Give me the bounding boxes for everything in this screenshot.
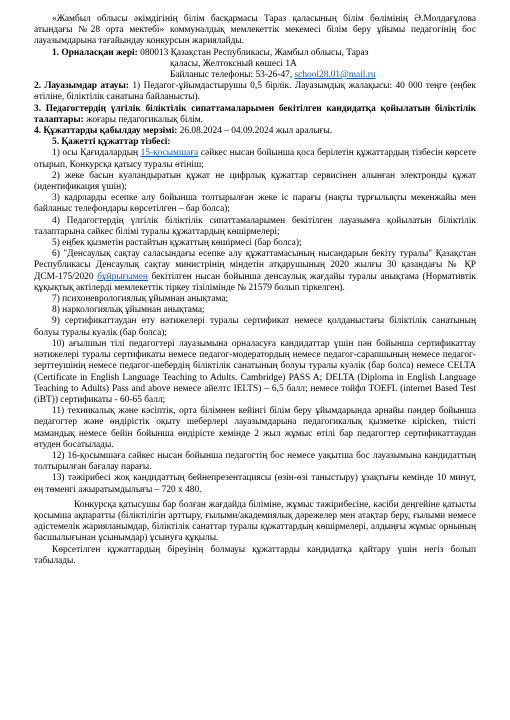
doc-item-1-post: сәйкес нысан бойынша қоса берілетін құжаттардың тізбесін көрсете отырып, Конкурсқа қатысу туралы өтініш; (34, 148, 476, 170)
section-requirements (34, 104, 476, 126)
email-link[interactable]: school28.01@mail.ru (294, 70, 376, 81)
doc-item-2: 2) жеке басын куәландыратын құжат не цифрлық құжаттар сервисінен алынған электронды құжат (идентификация үшін); (34, 170, 476, 193)
doc-item-6 (34, 249, 476, 294)
positions-value: 1) Педагог-ұйымдастырушы 0,5 бірлік. Лауазымдық жалақысы: 40 000 теңге (еңбек өтіліне, біліктілік санатына байланысты). (34, 81, 476, 103)
doc-item-9: 9) сертификаттаудан өту нәтижелері туралы сертификат немесе қолданыстағы біліктілік санатының болуы туралы куәлік (бар болса); (34, 316, 476, 338)
doc-item-4: 4) Педагогтердің үлгілік біліктілік сипаттамаларымен бекітілген лауазымға қойылатын біліктілік талаптарына сәйкес білімі туралы құжаттардың көшірмелері; (34, 215, 476, 237)
section-deadline (34, 126, 476, 137)
closing-paragraph-1: Конкурсқа қатысушы бар болған жағдайда біліміне, жұмыс тәжірибесіне, кәсіби деңгейіне қатысты қосымша ақпаратты (біліктілігін арттыру, ғылыми/академиялық дәрежелер мен атақтар беру, ғылыми немесе әдістемелік жарияланымдар, біліктілік санаттар туралы құжаттардың көшірмелері, алдыңғы жұмыс орнының басшылығынан ұсынымдар) ұсынуға құқылы. (34, 499, 476, 544)
requirements-value: жоғары педагогикалық білім. (83, 114, 204, 125)
deadline-label: 4. Құжаттарды қабылдау мерзімі: (34, 126, 178, 137)
positions-label: 2. Лауазымдар атауы: (34, 81, 129, 92)
deadline-value: 26.08.2024 – 04.09.2024 жыл аралығы. (177, 126, 333, 137)
doc-item-1-pre: 1) осы Қағидалардың (52, 148, 141, 159)
section-location (34, 48, 476, 59)
doc-item-6-pre: 6) "Денсаулық сақтау саласындағы есепке алу құжаттамасының нысандарын бекіту туралы" Қазақстан Республикасы Денсаулық сақтау министрінің міндетін атқарушының 2020 жылғы 30 қазандағы № ҚР ДСМ-175/2020 (34, 249, 476, 282)
doc-item-5: 5) еңбек қызметін растайтын құжаттың көшірмесі (бар болса); (52, 238, 302, 249)
documents-label: 5. Қажетті құжаттар тізбесі: (52, 137, 171, 148)
location-label: 1. Орналасқан жері: (52, 47, 138, 58)
section-documents-heading (34, 137, 476, 148)
appendix-15-link[interactable]: 15-қосымшаға (140, 148, 199, 159)
doc-item-8: 8) наркологиялық ұйымнан анықтама; (52, 305, 205, 316)
location-street: қаласы, Желтоксный көшесі 1А (170, 58, 297, 69)
location-value: 080013 Қазақстан Республикасы, Жамбыл облысы, Тараз (137, 47, 369, 58)
phone-text: Байланыс телефоны: 53-26-47, (170, 70, 295, 81)
doc-item-10: 10) ағылшын тілі педагогтері лауазымына орналасуға кандидаттар үшін пән бойынша сертификаттау нәтижелері туралы сертификаты немесе педагог-модератордың немесе педагог-сарапшының немесе педагог-зерттеушінің немесе педагог-шебердің біліктілік санатының болуы туралы куәлік (бар болса) немесе CELTA (Certificate in English Language Teaching to Adults. Cambridge) PASS A; DELTA (Diploma in English Language Teaching to Adults) Pass and above немесе айелтс IELTS) – 6,5 балл; немесе тойфл TOEFL (internet Based Test (iBT)) сертификаты - 60-65 балл; (34, 338, 476, 405)
doc-item-12: 12) 16-қосымшаға сәйкес нысан бойынша педагогтің бос немесе уақытша бос лауазымына кандидаттың толтырылған бағалау парағы. (34, 450, 476, 473)
requirements-label: 3. Педагогтердің үлгілік біліктілік сипаттамаларымен бекітілген кандидатқа қойылатын біліктілік талаптары: (34, 103, 476, 125)
contact-line (34, 70, 476, 81)
doc-item-3: 3) кадрларды есепке алу бойынша толтырылған жеке іс парағы (нақты тұрғылықты мекенжайы мен байланыс телефондары көрсетілген – бар болса); (34, 193, 476, 215)
doc-item-11: 11) техникалық және кәсіптік, орта білімнен кейінгі білім беру ұйымдарында арнайы пәндер бойынша педагогтер және өндірістік оқыту шеберлері лауазымдарына педагогикалық қызметке кірісken, тиісті мамандық немесе бейін бойынша өндірісте кемінде 2 жыл жұмыс өтілі бар педагогтер сертификаттаудан өтуден босатылады. (34, 406, 476, 450)
doc-item-13: 13) тәжірибесі жоқ кандидаттың бейнепрезентациясы (өзін-өзі таныстыру) ұзақтығы кемінде 10 минут, ең төменгі ажыратымдылығы – 720 x 480. (34, 473, 476, 495)
closing-paragraph-2: Көрсетілген құжаттардың біреуінің болмауы құжаттарды кандидатқа қайтару үшін негіз болып табылады. (34, 544, 476, 566)
doc-item-7: 7) психоневрологиялық ұйымнан анықтама; (52, 294, 229, 305)
section-positions (34, 81, 476, 103)
doc-item-6-post: бекітілген нысан бойынша денсаулық жағдайы туралы анықтама (Нормативтік құқықтық актілерді мемлекеттік тіркеу тізілімінде № 21579 болып тіркелген). (34, 271, 476, 293)
intro-paragraph: «Жамбыл облысы әкімдігінің білім басқармасы Тараз қаласының білім бөлімінің Ә.Молдағұлова атындағы №28 орта мектебі» коммуналдық мемлекеттік мекемесі білім беру ұйымы педагогінің бос лауазымдарына тағайындау конкурсын жариялайды. (34, 14, 476, 47)
doc-item-1 (34, 148, 476, 170)
order-link[interactable]: бұйрығымен (97, 271, 148, 282)
